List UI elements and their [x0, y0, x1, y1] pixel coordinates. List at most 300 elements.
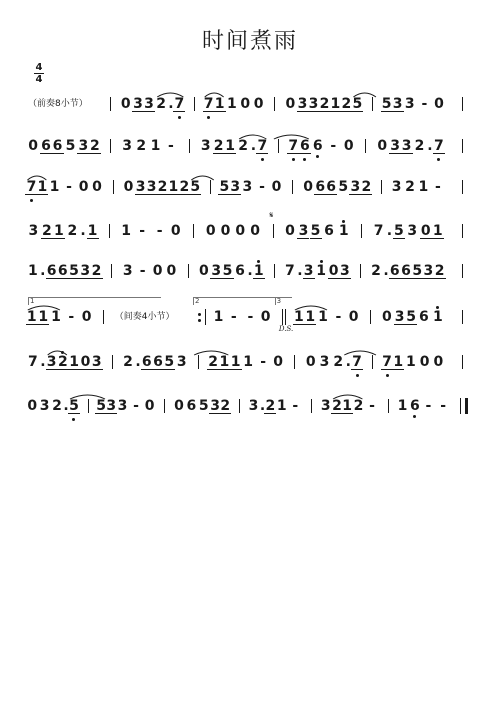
note: 5	[219, 179, 230, 195]
note: 0	[198, 263, 209, 279]
bar-line	[198, 355, 199, 369]
repeat-dot	[198, 319, 201, 322]
volta-bracket	[275, 297, 276, 305]
underline-beam	[256, 153, 268, 154]
note: 0	[434, 96, 444, 112]
note: 7	[203, 96, 214, 112]
note: 2	[213, 138, 224, 154]
note: 3	[200, 138, 211, 154]
note: 3	[133, 96, 143, 112]
note: 1	[37, 179, 48, 195]
note: 7	[288, 138, 299, 154]
note: 3	[78, 138, 89, 154]
underline-beam	[400, 278, 412, 279]
note: 2	[58, 354, 68, 370]
underline-beam	[41, 238, 53, 239]
sustain-dash: -	[259, 179, 265, 195]
note: 7	[28, 354, 38, 370]
note: 5	[69, 263, 79, 279]
note: 3	[39, 398, 50, 414]
octave-dot-low	[303, 158, 306, 161]
note: 3	[390, 138, 400, 154]
note: 3	[407, 223, 418, 239]
underline-beam	[434, 278, 446, 279]
note: 1	[69, 354, 80, 370]
note: 0	[80, 354, 91, 370]
bar-line	[294, 355, 295, 369]
note: 3	[394, 309, 405, 325]
augmentation-dot: .	[250, 138, 257, 154]
note: 6	[326, 179, 337, 195]
note: 2	[333, 354, 344, 370]
note: 1	[49, 179, 60, 195]
bar-line	[462, 264, 463, 278]
note: 0	[377, 138, 388, 154]
bar-line	[311, 399, 312, 413]
underline-beam	[57, 278, 69, 279]
underline-beam	[229, 194, 241, 195]
note: 3	[404, 96, 415, 112]
note: 5	[222, 263, 233, 279]
underline-beam	[36, 194, 48, 195]
note: 1	[150, 138, 161, 154]
note: 0	[240, 96, 251, 112]
note: 7	[373, 223, 384, 239]
note: 0	[253, 96, 264, 112]
note: 0	[170, 223, 181, 239]
octave-dot-low	[413, 415, 416, 418]
note: 0	[78, 179, 89, 195]
underline-beam	[392, 111, 404, 112]
note: 3	[28, 223, 39, 239]
note: 1	[276, 398, 287, 414]
bar-line	[462, 355, 463, 369]
note: 1	[397, 398, 408, 414]
note: 0	[260, 309, 271, 325]
final-bar-line	[460, 398, 468, 414]
bar-line	[462, 97, 463, 111]
bar-line	[189, 139, 190, 153]
underline-beam	[401, 153, 413, 154]
sustain-dash: -	[425, 398, 432, 414]
note: 2	[41, 223, 52, 239]
octave-dot-low	[178, 116, 181, 119]
note: 2	[361, 179, 372, 195]
note: 1	[393, 354, 404, 370]
segno-mark: 𝄋	[269, 211, 274, 221]
note: 3	[339, 263, 350, 279]
underline-beam	[214, 111, 226, 112]
bar-line	[388, 399, 389, 413]
octave-dot-low	[316, 155, 319, 158]
bar-line	[462, 139, 463, 153]
note: 3	[91, 354, 102, 370]
note: 1	[213, 309, 224, 325]
underline-beam	[304, 324, 316, 325]
note: 0	[81, 309, 92, 325]
underline-beam	[411, 278, 423, 279]
note: 3	[210, 398, 220, 414]
octave-dot-low	[437, 158, 440, 161]
note: 6	[235, 263, 245, 279]
underline-beam	[287, 153, 299, 154]
note: 2	[434, 263, 445, 279]
note: 3	[211, 263, 222, 279]
note: 1	[338, 223, 349, 239]
sustain-dash: -	[335, 309, 342, 325]
repeat-dot	[198, 313, 201, 316]
octave-dot-high	[320, 260, 323, 263]
bar-line	[360, 264, 361, 278]
score-row	[26, 135, 476, 157]
bar-line	[88, 399, 89, 413]
bar-line	[112, 355, 113, 369]
note: 5	[198, 398, 209, 414]
note: 0	[166, 263, 177, 279]
note: 3	[350, 179, 361, 195]
note: 5	[338, 179, 349, 195]
underline-beam	[79, 369, 91, 370]
time-signature-denominator: 4	[35, 74, 43, 85]
bar-line	[111, 264, 112, 278]
note: 0	[27, 398, 38, 414]
underline-beam	[351, 369, 363, 370]
underline-beam	[68, 413, 80, 414]
note: 7	[257, 138, 268, 154]
underline-beam	[389, 278, 401, 279]
sustain-dash: -	[139, 223, 146, 239]
underline-beam	[37, 324, 49, 325]
augmentation-dot: .	[40, 263, 46, 279]
note: 3	[308, 96, 319, 112]
note: 5	[65, 138, 76, 154]
note: 7	[285, 263, 295, 279]
note: 6	[401, 263, 411, 279]
note: 2	[156, 96, 167, 112]
note: 0	[28, 138, 38, 154]
note: 3	[401, 138, 412, 154]
note: 2	[353, 398, 364, 414]
volta-number: 3	[276, 297, 282, 305]
note: 0	[420, 223, 431, 239]
note: 0	[92, 179, 102, 195]
underline-beam	[433, 153, 445, 154]
underline-beam	[218, 369, 230, 370]
underline-beam	[310, 238, 322, 239]
underline-beam	[394, 324, 406, 325]
augmentation-dot: .	[80, 223, 86, 239]
note: 1	[38, 309, 49, 325]
underline-beam	[389, 153, 401, 154]
sustain-dash: -	[156, 223, 163, 239]
note: 3	[242, 179, 253, 195]
note: 3	[144, 96, 154, 112]
note: 1	[219, 354, 230, 370]
note: 1	[293, 309, 304, 325]
underline-beam	[222, 278, 234, 279]
underline-beam	[163, 369, 175, 370]
score-row	[26, 176, 476, 198]
underline-beam	[299, 153, 311, 154]
note: 1	[87, 223, 98, 239]
bar-line	[110, 139, 111, 153]
bar-line	[372, 355, 373, 369]
note: 1	[230, 354, 241, 370]
note: 0	[273, 354, 284, 370]
sustain-dash: -	[66, 179, 72, 195]
note: 6	[41, 138, 51, 154]
note: 6	[324, 223, 334, 239]
note: 1	[26, 309, 37, 325]
note: 2	[67, 223, 78, 239]
note: 3	[303, 263, 314, 279]
note: 2	[265, 398, 276, 414]
note: 6	[57, 263, 68, 279]
note: 5	[190, 179, 201, 195]
note: 0	[285, 223, 295, 239]
sustain-dash: -	[330, 138, 337, 154]
note: 0	[120, 96, 131, 112]
score-row	[26, 297, 476, 333]
underline-beam	[210, 278, 222, 279]
note: 1	[168, 179, 179, 195]
note: 5	[69, 398, 79, 414]
augmentation-dot: .	[40, 354, 46, 370]
bar-line	[273, 224, 274, 238]
sustain-dash: -	[369, 398, 375, 414]
sustain-dash: -	[230, 309, 237, 325]
underline-beam	[46, 278, 58, 279]
note: 0	[343, 138, 354, 154]
underline-beam	[219, 413, 231, 414]
underline-beam	[57, 369, 69, 370]
note: 7	[352, 354, 362, 370]
note: 2	[371, 263, 381, 279]
sustain-dash: -	[292, 398, 299, 414]
underline-beam	[68, 369, 80, 370]
note: 0	[305, 354, 316, 370]
sustain-dash: -	[260, 354, 267, 370]
time-signature-numerator: 4	[35, 62, 43, 73]
bar-line	[462, 310, 463, 324]
bar-line	[210, 180, 211, 194]
sustain-dash: -	[139, 263, 146, 279]
augmentation-dot: .	[259, 398, 266, 414]
underline-beam	[328, 278, 340, 279]
score-row	[26, 351, 476, 373]
note: 6	[141, 354, 152, 370]
note: 5	[406, 309, 416, 325]
underline-beam	[105, 413, 117, 414]
note: 3	[248, 398, 259, 414]
bar-line	[274, 97, 275, 111]
bar-line	[365, 139, 366, 153]
underline-beam	[173, 111, 185, 112]
note: 3	[106, 398, 117, 414]
note: 3	[319, 354, 330, 370]
note: 5	[164, 354, 175, 370]
bar-line	[164, 399, 165, 413]
augmentation-dot: .	[63, 398, 69, 414]
note: 3	[117, 398, 128, 414]
note: 2	[319, 96, 330, 112]
note: 0	[381, 309, 392, 325]
note: 1	[418, 179, 429, 195]
sustain-dash: -	[168, 138, 174, 154]
note: 2	[157, 179, 168, 195]
note: 6	[300, 138, 310, 154]
note: 1	[27, 263, 38, 279]
repeat-line	[205, 309, 207, 325]
score-row	[26, 211, 476, 242]
note: 2	[179, 179, 190, 195]
augmentation-dot: .	[345, 354, 351, 370]
note: 6	[410, 398, 420, 414]
underline-beam	[392, 369, 404, 370]
underline-beam	[420, 238, 432, 239]
note: 1	[432, 309, 443, 325]
augmentation-dot: .	[386, 223, 393, 239]
note: 2	[332, 398, 342, 414]
underline-beam	[351, 111, 363, 112]
note: 1	[305, 309, 316, 325]
underline-beam	[143, 111, 155, 112]
note: 2	[208, 354, 218, 370]
augmentation-dot: .	[168, 96, 174, 112]
underline-beam	[26, 324, 38, 325]
bar-line	[239, 399, 240, 413]
octave-dot-low	[356, 374, 359, 377]
sustain-dash: -	[133, 398, 139, 414]
bar-line	[194, 97, 195, 111]
note: 2	[91, 263, 102, 279]
note: 6	[153, 354, 163, 370]
octave-dot-low	[386, 374, 389, 377]
note: 7	[174, 96, 185, 112]
underline-beam	[341, 413, 353, 414]
bar-line	[109, 224, 110, 238]
underline-beam	[87, 238, 99, 239]
underline-beam	[79, 278, 91, 279]
note: 1	[54, 223, 64, 239]
note: 3	[297, 96, 308, 112]
underline-beam	[339, 278, 351, 279]
note: 3	[46, 354, 57, 370]
note: 1	[342, 398, 353, 414]
note: 3	[146, 179, 157, 195]
note: 2	[220, 398, 231, 414]
note: 0	[348, 309, 359, 325]
note: 3	[230, 179, 241, 195]
underline-beam	[264, 413, 276, 414]
bar-line	[110, 97, 111, 111]
bar-line	[462, 180, 463, 194]
sustain-dash: -	[421, 96, 428, 112]
note: 0	[123, 179, 134, 195]
underline-beam	[53, 238, 65, 239]
note: 0	[303, 179, 313, 195]
underline-beam	[224, 153, 236, 154]
sustain-dash: -	[435, 179, 441, 195]
underline-beam	[91, 278, 103, 279]
note: 6	[46, 263, 57, 279]
underline-beam	[393, 238, 405, 239]
underline-beam	[207, 369, 219, 370]
section-label: （间奏4小节）	[114, 312, 175, 322]
underline-beam	[68, 278, 80, 279]
section-label: （前奏8小节）	[28, 99, 88, 109]
sustain-dash: -	[440, 398, 447, 414]
augmentation-dot: .	[135, 354, 141, 370]
note: 5	[310, 223, 321, 239]
underline-beam	[230, 369, 242, 370]
underline-beam	[432, 238, 444, 239]
note: 1	[214, 96, 225, 112]
note: 2	[238, 138, 248, 154]
note: 3	[176, 354, 187, 370]
augmentation-dot: .	[297, 263, 303, 279]
note: 5	[393, 223, 404, 239]
note: 5	[352, 96, 363, 112]
bar-line	[361, 224, 362, 238]
underline-beam	[189, 194, 201, 195]
double-bar-line	[282, 309, 286, 325]
note: 6	[389, 263, 400, 279]
underline-beam	[422, 278, 434, 279]
score-row	[26, 93, 476, 115]
note: 2	[136, 138, 147, 154]
bar-line	[292, 180, 293, 194]
bar-line	[193, 224, 194, 238]
volta-bracket	[28, 297, 161, 305]
bar-line	[370, 310, 371, 324]
note: 0	[144, 398, 155, 414]
underline-beam	[40, 153, 52, 154]
note: 3	[122, 138, 132, 154]
note: 3	[122, 263, 133, 279]
repeat-end-bar	[198, 309, 206, 325]
augmentation-dot: .	[383, 263, 389, 279]
underline-beam	[89, 153, 101, 154]
augmentation-dot: .	[247, 263, 253, 279]
note: 1	[330, 96, 341, 112]
note: 5	[96, 398, 106, 414]
note: 2	[90, 138, 100, 154]
song-title: 时间煮雨	[201, 29, 298, 54]
note: 1	[226, 96, 237, 112]
note: 3	[135, 179, 146, 195]
octave-dot-low	[72, 418, 75, 421]
note: 2	[405, 179, 415, 195]
score-row	[26, 260, 476, 282]
note: 6	[186, 398, 197, 414]
note: 0	[152, 263, 163, 279]
volta-number: 2	[195, 297, 200, 305]
note: 0	[205, 223, 216, 239]
note: 1	[243, 354, 253, 370]
note: 0	[285, 96, 296, 112]
underline-beam	[152, 369, 164, 370]
note: 0	[220, 223, 231, 239]
note: 0	[271, 179, 282, 195]
note: 2	[123, 354, 133, 370]
underline-beam	[293, 324, 305, 325]
note: 5	[381, 96, 392, 112]
bar-line	[381, 180, 382, 194]
note: 3	[80, 263, 91, 279]
note: 2	[52, 398, 62, 414]
underline-beam	[46, 369, 58, 370]
